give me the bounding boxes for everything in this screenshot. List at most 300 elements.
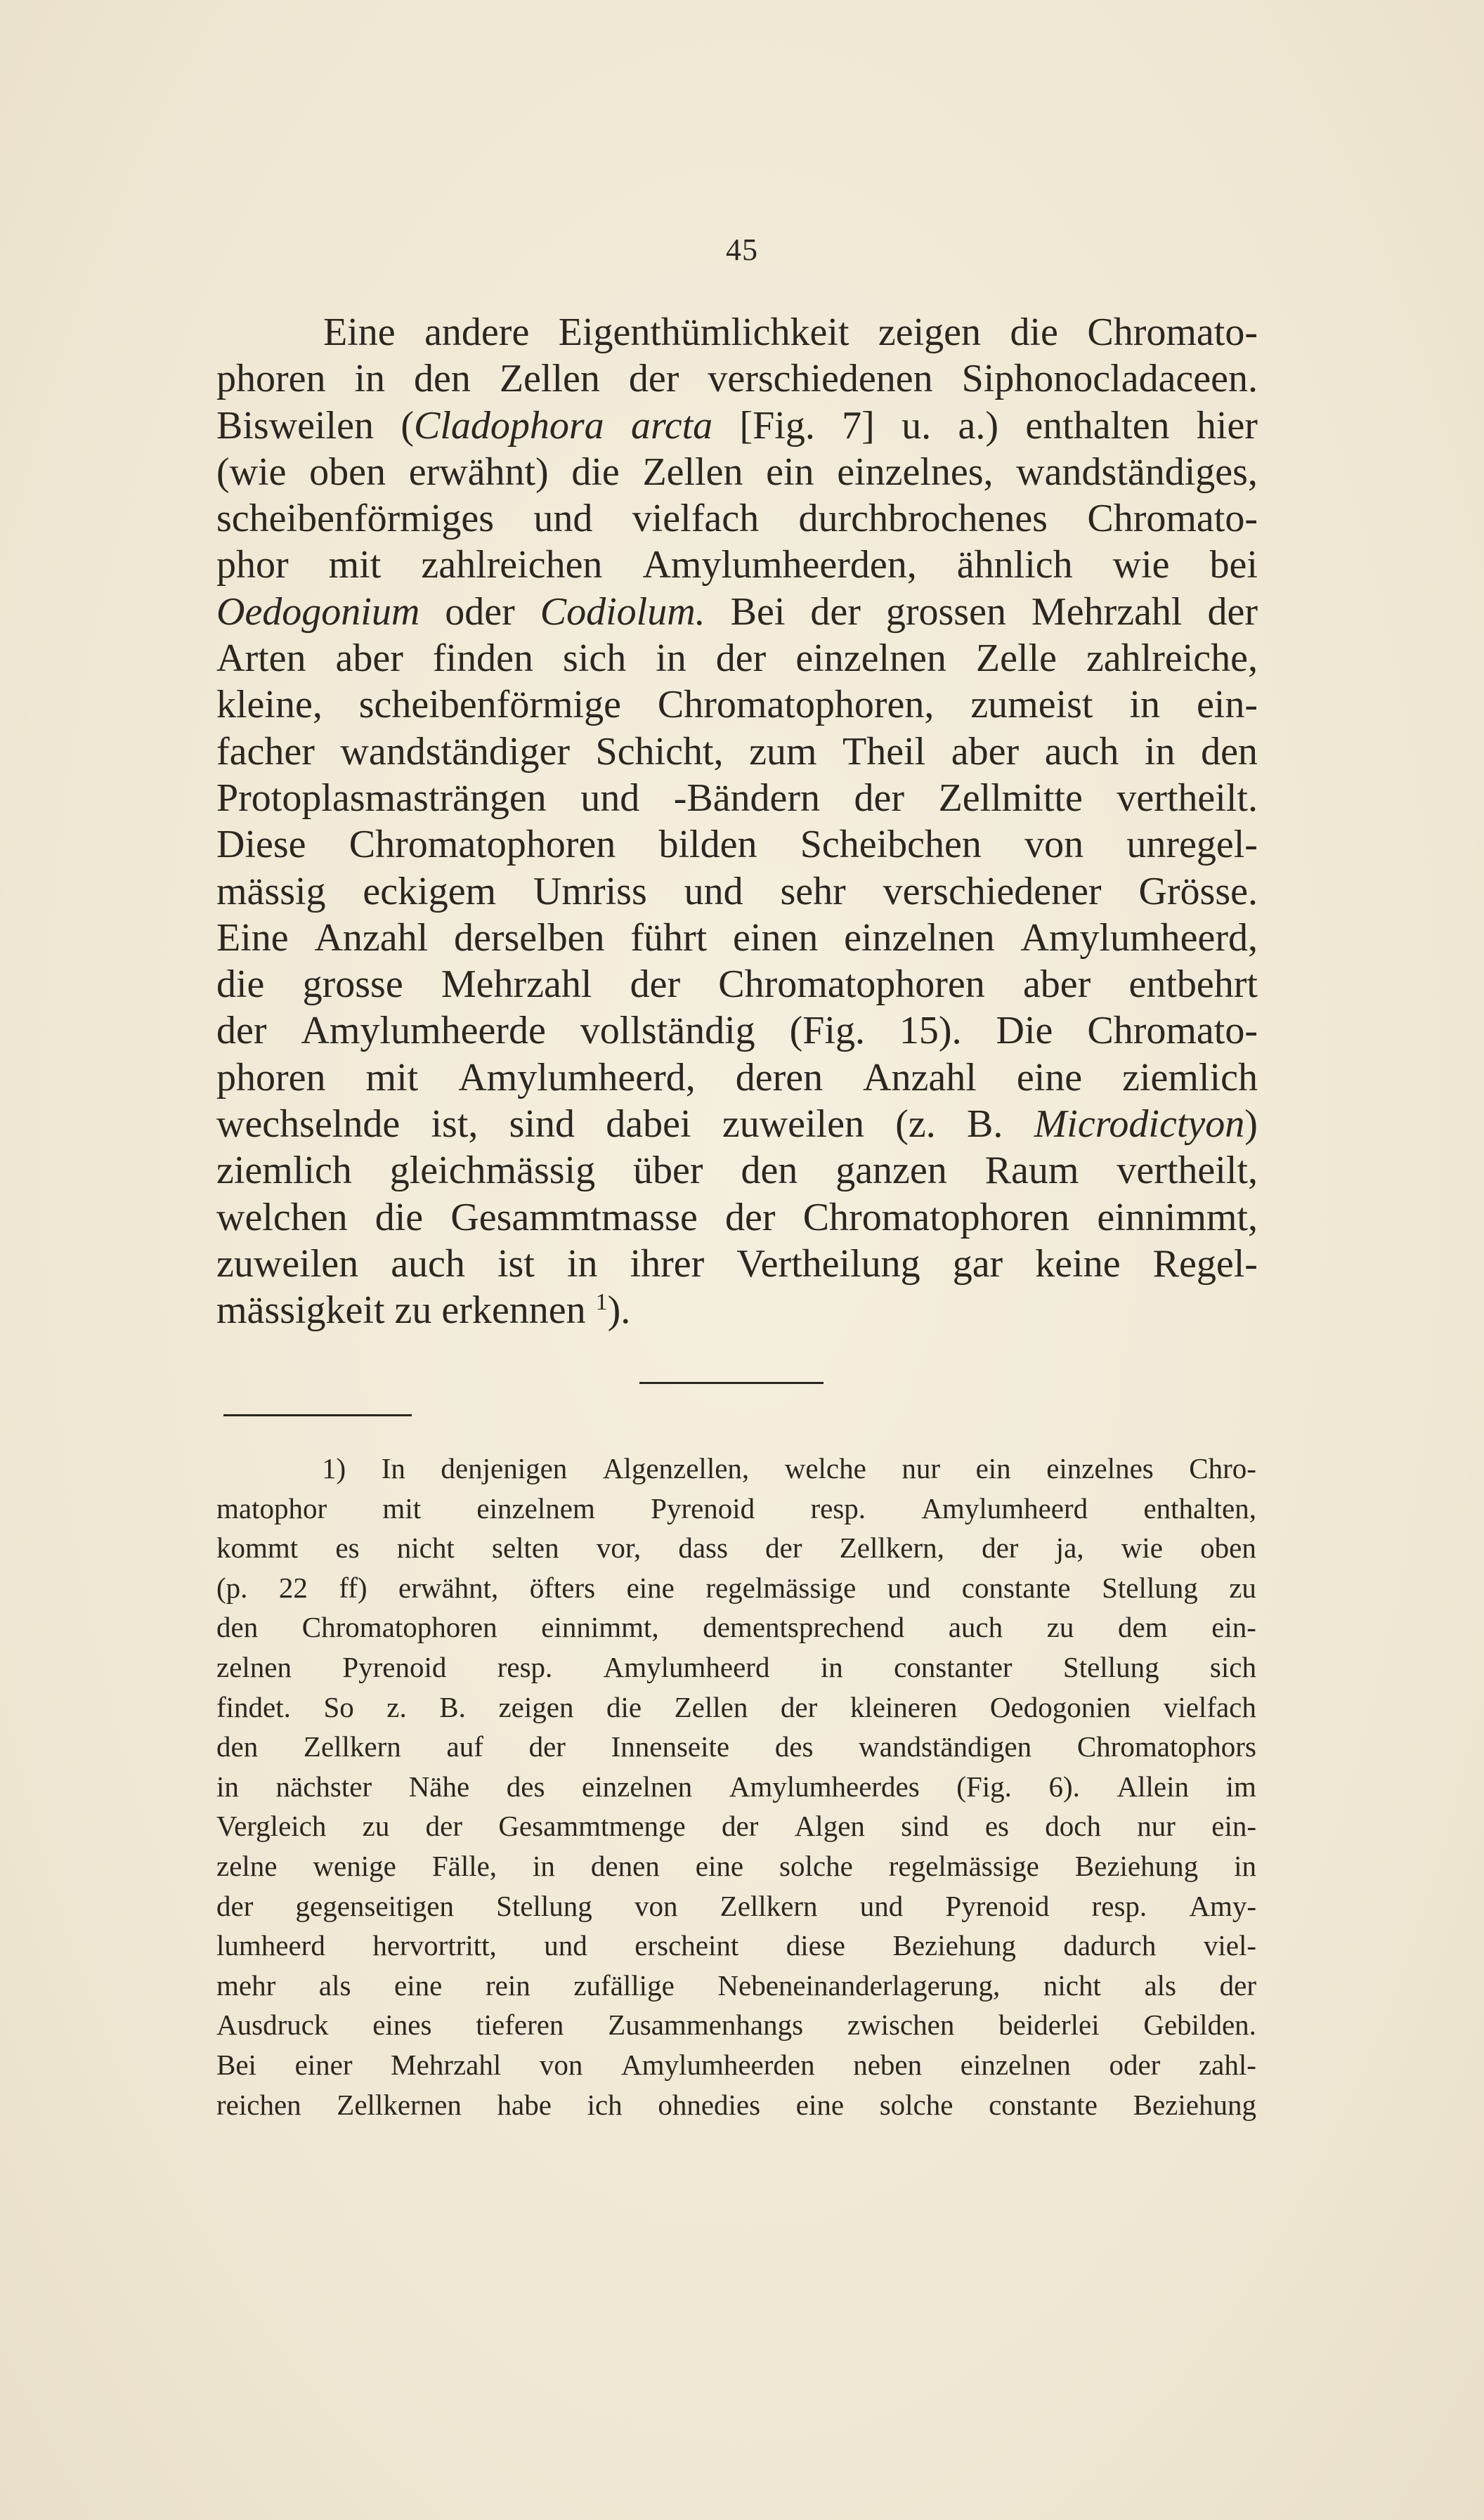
word: oder — [1109, 2048, 1161, 2081]
word: Oedogonien — [989, 1690, 1131, 1723]
word: die — [606, 1690, 642, 1723]
word: Algen — [794, 1810, 865, 1843]
word: [Fig. — [739, 403, 815, 448]
word: zahl- — [1198, 2048, 1256, 2081]
word: als — [318, 1969, 351, 2002]
word: denen — [590, 1849, 660, 1882]
word: -Bändern — [673, 776, 821, 820]
word: Bei — [730, 589, 786, 634]
word: Gebilden. — [1143, 2009, 1256, 2042]
word: mit — [328, 543, 382, 587]
word: die — [571, 450, 620, 494]
word: Zelle — [975, 636, 1057, 681]
word: der — [1207, 589, 1258, 634]
word: Innenseite — [611, 1730, 730, 1763]
word: Zellkern — [720, 1889, 818, 1922]
word: Pyrenoid — [651, 1491, 755, 1525]
word: welchen — [216, 1195, 348, 1239]
word: Chromato- — [1087, 1009, 1258, 1053]
word: in — [1234, 1849, 1256, 1882]
word: der — [528, 1730, 566, 1763]
word: Raum — [984, 1149, 1079, 1193]
word: zumeist — [970, 683, 1093, 727]
word: Mehrzahl — [391, 2048, 502, 2081]
word: ihrer — [630, 1241, 705, 1286]
word: resp. — [497, 1650, 553, 1683]
word: solche — [879, 2088, 953, 2121]
word: sich — [562, 636, 627, 681]
word: zwischen — [847, 2009, 955, 2042]
word: Amy- — [1189, 1889, 1256, 1922]
word: ziemlich — [1122, 1055, 1258, 1099]
word: Codiolum. — [540, 589, 705, 634]
word: deren — [735, 1055, 824, 1099]
word: verschiedener — [883, 869, 1102, 913]
word: selten — [491, 1532, 559, 1565]
word: der — [982, 1532, 1019, 1565]
word: erwähnt, — [398, 1571, 499, 1604]
text-line — [216, 1287, 1258, 1333]
word: oben — [1200, 1532, 1256, 1565]
footnote-line — [216, 1727, 1256, 1767]
text-line — [216, 915, 1258, 961]
word: eine — [695, 1849, 744, 1882]
word: vertheilt. — [1117, 776, 1258, 820]
word: ich — [587, 2088, 623, 2121]
word: (Fig. — [789, 1009, 865, 1053]
footnote-line — [216, 1647, 1256, 1687]
footnotes — [216, 1449, 1256, 2124]
text-line — [216, 729, 1258, 775]
word: vor, — [596, 1532, 642, 1565]
word: und — [580, 776, 640, 820]
word: eine — [1016, 1055, 1083, 1099]
word: Siphonocladaceen. — [961, 357, 1258, 401]
word: bei — [1209, 543, 1258, 587]
word: Oedogonium — [216, 589, 420, 634]
word: und — [887, 1571, 931, 1604]
word: constanter — [894, 1650, 1013, 1683]
word: keine — [1035, 1241, 1121, 1286]
word: zufällige — [573, 1969, 675, 2002]
word: dem — [1118, 1611, 1168, 1644]
word: Vergleich — [216, 1810, 327, 1843]
word: in — [656, 636, 686, 681]
word: Theil — [842, 729, 926, 773]
word: entbehrt — [1128, 962, 1258, 1007]
word: zu — [362, 1810, 390, 1843]
word: und — [859, 1889, 904, 1922]
word: zelne — [216, 1849, 278, 1882]
word: Chromatophoren, — [657, 683, 935, 727]
footnote-line — [216, 1846, 1256, 1886]
word: vollständig — [580, 1009, 755, 1053]
word: Zellen — [674, 1690, 748, 1723]
word: über — [633, 1149, 703, 1193]
word: ganzen — [835, 1149, 947, 1193]
word: und — [684, 869, 743, 913]
word: Mehrzahl — [1031, 589, 1183, 634]
word: Chromato- — [1087, 311, 1258, 354]
word: einzelnen — [844, 915, 995, 960]
word: Bisweilen — [216, 403, 374, 448]
text-line — [216, 681, 1258, 728]
word: Stellung — [496, 1889, 592, 1922]
word: wechselnde — [216, 1102, 401, 1147]
word: einzelnes, — [837, 450, 994, 494]
word: Beziehung — [892, 1929, 1016, 1962]
text-line — [216, 1194, 1258, 1241]
word: in — [566, 1241, 598, 1286]
word: der — [628, 357, 679, 401]
word: kommt — [216, 1532, 299, 1565]
word: Bei — [216, 2048, 256, 2081]
word: In — [381, 1452, 405, 1484]
word: (z. — [895, 1102, 936, 1147]
word: Eine — [216, 915, 289, 960]
word: beiderlei — [998, 2009, 1100, 2042]
word: der — [854, 776, 905, 820]
word: Microdictyon) — [1034, 1102, 1258, 1147]
word: Eigenthümlichkeit — [558, 311, 850, 354]
word: kleine, — [216, 683, 323, 727]
word: eine — [394, 1969, 443, 2002]
main-text — [216, 309, 1258, 1334]
word: wie — [1121, 1532, 1163, 1565]
word: ein- — [1211, 1810, 1256, 1843]
word: Chro- — [1189, 1452, 1256, 1484]
text-line — [216, 1241, 1258, 1287]
word: der — [765, 1532, 802, 1565]
word: vertheilt, — [1117, 1149, 1258, 1193]
word: zahlreichen — [421, 543, 603, 587]
word: viel- — [1203, 1929, 1256, 1962]
word: erkennen — [441, 1288, 586, 1333]
word: Mehrzahl — [441, 962, 592, 1007]
word: (Cladophora — [401, 403, 604, 448]
footnote-line — [216, 2085, 1256, 2125]
word: der — [1219, 1969, 1256, 2002]
word: dass — [678, 1532, 728, 1565]
word: ohnedies — [658, 2088, 761, 2121]
word: 22 — [278, 1571, 308, 1604]
word: denjenigen — [441, 1452, 568, 1484]
word: welche — [784, 1452, 866, 1484]
text-line — [216, 542, 1258, 588]
word: sind — [509, 1102, 575, 1147]
word: Gesammtmenge — [498, 1810, 686, 1843]
word: Arten — [216, 636, 306, 681]
word: Allein — [1117, 1770, 1189, 1803]
word: So — [323, 1690, 354, 1723]
word: Chromatophoren — [349, 823, 616, 867]
word: es — [335, 1532, 360, 1565]
word: sehr — [780, 869, 846, 913]
word: hier — [1196, 403, 1258, 448]
word: Stellung — [1102, 1571, 1198, 1604]
word: Amylumheerd — [603, 1650, 770, 1683]
word: den — [216, 1611, 259, 1644]
word: kleineren — [850, 1690, 958, 1723]
word: mit — [365, 1055, 419, 1099]
word: diese — [786, 1929, 845, 1962]
word: Scheibchen — [800, 823, 982, 867]
word: Beziehung — [1074, 1849, 1199, 1882]
word: phoren — [216, 357, 326, 401]
word: sind — [901, 1810, 949, 1843]
word: (Fig. — [956, 1770, 1012, 1803]
word: Zusammenhangs — [608, 2009, 804, 2042]
word: der — [722, 1810, 759, 1843]
word: auf — [446, 1730, 483, 1763]
word: eines — [372, 2009, 432, 2042]
word: Gesammtmasse — [450, 1195, 698, 1239]
word: aber — [951, 729, 1020, 773]
word: Die — [996, 1009, 1053, 1053]
word: zu — [1229, 1571, 1256, 1604]
word: von — [634, 1889, 678, 1922]
word: einzelnen — [795, 636, 946, 681]
word: scheibenförmiges — [216, 497, 494, 541]
word: finden — [432, 636, 533, 681]
text-line — [216, 1055, 1258, 1101]
word: Zellkern, — [839, 1532, 944, 1565]
word: eckigem — [363, 869, 497, 913]
word: zum — [749, 729, 817, 773]
text-line — [216, 589, 1258, 635]
word: erwähnt) — [408, 450, 549, 494]
word: erscheint — [634, 1929, 739, 1962]
word: oder — [445, 589, 515, 634]
word: in — [354, 357, 386, 401]
word: eine — [626, 1571, 675, 1604]
word: einen — [733, 915, 819, 960]
word: öfters — [529, 1571, 596, 1604]
text-line — [216, 355, 1258, 402]
word: Fälle, — [431, 1849, 497, 1882]
word: z. — [386, 1690, 407, 1723]
word: Anzahl — [863, 1055, 977, 1099]
word: von — [539, 2048, 583, 2081]
word: zu — [1046, 1611, 1074, 1644]
word: der — [425, 1810, 463, 1843]
footnote-line — [216, 1449, 1256, 1489]
word: solche — [779, 1849, 853, 1882]
word: reichen — [216, 2088, 301, 2121]
word: gar — [952, 1241, 1003, 1286]
word: vielfach — [1163, 1690, 1256, 1723]
word: 1) — [322, 1452, 346, 1484]
word: findet. — [216, 1690, 291, 1723]
word: a.) — [958, 403, 998, 448]
word: Grösse. — [1138, 869, 1258, 913]
word: nicht — [1043, 1969, 1101, 2002]
word: regelmässige — [888, 1849, 1039, 1882]
word: resp. — [810, 1491, 866, 1525]
word: enthalten, — [1143, 1491, 1256, 1525]
word: Ausdruck — [216, 2009, 329, 2042]
word: einzelnem — [476, 1491, 595, 1525]
word: zuweilen — [722, 1102, 864, 1147]
text-line — [216, 821, 1258, 868]
word: Protoplasmasträngen — [216, 776, 547, 820]
word: nur — [902, 1452, 941, 1484]
word: nicht — [396, 1532, 455, 1565]
footnote-line — [216, 1568, 1256, 1608]
word: des — [774, 1730, 814, 1763]
word: 7] — [842, 403, 875, 448]
word: sich — [1209, 1650, 1256, 1683]
text-line — [216, 635, 1258, 681]
word: dementsprechend — [703, 1611, 905, 1644]
word: der — [715, 636, 767, 681]
word: und — [533, 497, 593, 541]
text-line — [216, 495, 1258, 542]
word: einnimmt, — [541, 1611, 659, 1644]
word: ist — [497, 1241, 535, 1286]
footnote-line — [216, 1767, 1256, 1807]
word: wandständiges, — [1016, 450, 1258, 494]
word: 6). — [1048, 1770, 1080, 1803]
word: einzelnes — [1046, 1452, 1154, 1484]
word: den — [216, 1730, 259, 1763]
word: Schicht, — [595, 729, 724, 773]
footnote-line — [216, 1886, 1256, 1926]
word: andere — [424, 311, 530, 354]
word: einzelnen — [960, 2048, 1071, 2081]
word: Zellen — [499, 357, 600, 401]
footnote-line — [216, 1489, 1256, 1529]
word: der — [630, 962, 681, 1007]
section-end-rule — [639, 1382, 824, 1384]
word: Umriss — [533, 869, 647, 913]
word: Zellmitte — [938, 776, 1083, 820]
word: der — [725, 1195, 776, 1239]
word: durchbrochenes — [798, 497, 1048, 541]
word: Chromatophoren — [301, 1611, 497, 1644]
word: und — [544, 1929, 587, 1962]
word: zeigen — [878, 311, 982, 354]
word: Nähe — [408, 1770, 470, 1803]
word: Amylumheerden, — [642, 543, 917, 587]
word: in — [1144, 729, 1176, 773]
word: einnimmt, — [1097, 1195, 1258, 1239]
word: 15). — [899, 1009, 962, 1053]
page-number: 45 — [726, 233, 758, 267]
word: führt — [630, 915, 708, 960]
word: den — [414, 357, 471, 401]
word: lumheerd — [216, 1929, 325, 1962]
word: wandständiger — [340, 729, 570, 773]
word: in — [216, 1770, 239, 1803]
word: Amylumheerden — [621, 2048, 815, 2081]
text-line — [216, 868, 1258, 915]
word: des — [506, 1770, 545, 1803]
word: in — [1129, 683, 1160, 727]
word: mehr — [216, 1969, 276, 2002]
word: den — [741, 1149, 798, 1193]
word: eine — [795, 2088, 845, 2121]
footnote-line — [216, 1687, 1256, 1728]
word: Chromatophors — [1076, 1730, 1256, 1763]
word: arcta — [631, 403, 713, 448]
text-line — [216, 403, 1258, 449]
word: Eine — [323, 311, 396, 354]
word: die — [375, 1195, 424, 1239]
word: zelnen — [216, 1650, 292, 1683]
word: facher — [216, 729, 315, 773]
word: mässig — [216, 869, 326, 913]
word: enthalten — [1025, 403, 1170, 448]
word: scheibenförmige — [358, 683, 621, 727]
word: auch — [948, 1611, 1003, 1644]
text-line — [216, 1101, 1258, 1147]
word: zeigen — [498, 1690, 574, 1723]
word: auch — [391, 1241, 465, 1286]
word: gegenseitigen — [295, 1889, 454, 1922]
word: Amylumheerdes — [729, 1770, 920, 1803]
word: regelmässige — [705, 1571, 857, 1604]
word: als — [1144, 1969, 1177, 2002]
word: phoren — [216, 1055, 326, 1099]
word: dabei — [606, 1102, 691, 1147]
text-line — [216, 961, 1258, 1007]
word: hervortritt, — [372, 1929, 497, 1962]
word: nur — [1137, 1810, 1176, 1843]
word: Nebeneinanderlagerung, — [717, 1969, 1001, 2002]
word: der — [810, 589, 861, 634]
footnote-line — [216, 2045, 1256, 2085]
word: Chromatophoren — [718, 962, 985, 1007]
word: grosse — [302, 962, 403, 1007]
word: Zellen — [642, 450, 743, 494]
word: aber — [1022, 962, 1091, 1007]
word: Amylumheerd — [921, 1491, 1088, 1525]
word: Anzahl — [314, 915, 429, 960]
word: phor — [216, 543, 289, 587]
word: u. — [902, 403, 932, 448]
word: der — [216, 1009, 267, 1053]
word: (wie — [216, 450, 287, 494]
word: tieferen — [476, 2009, 564, 2042]
word: 1). — [595, 1288, 631, 1333]
word: nächster — [275, 1770, 372, 1803]
word: Amylumheerde — [301, 1009, 546, 1053]
word: auch — [1044, 729, 1119, 773]
word: derselben — [453, 915, 605, 960]
footnote-line — [216, 1966, 1256, 2006]
word: Chromato- — [1087, 497, 1258, 541]
word: wenige — [313, 1849, 396, 1882]
word: einer — [294, 2048, 353, 2081]
footnote-line — [216, 1806, 1256, 1846]
word: rein — [485, 1969, 531, 2002]
word: grossen — [885, 589, 1006, 634]
word: den — [1201, 729, 1258, 773]
word: Zellkernen — [337, 2088, 462, 2121]
word: ist, — [431, 1102, 479, 1147]
word: ja, — [1055, 1532, 1084, 1565]
footnote-line — [216, 1528, 1256, 1568]
word: ein- — [1196, 683, 1258, 727]
word: mit — [382, 1491, 422, 1525]
word: oben — [309, 450, 386, 494]
word: Regel- — [1152, 1241, 1258, 1286]
word: in — [533, 1849, 555, 1882]
word: (p. — [216, 1571, 248, 1604]
word: Algenzellen, — [602, 1452, 750, 1484]
word: Vertheilung — [736, 1241, 920, 1286]
